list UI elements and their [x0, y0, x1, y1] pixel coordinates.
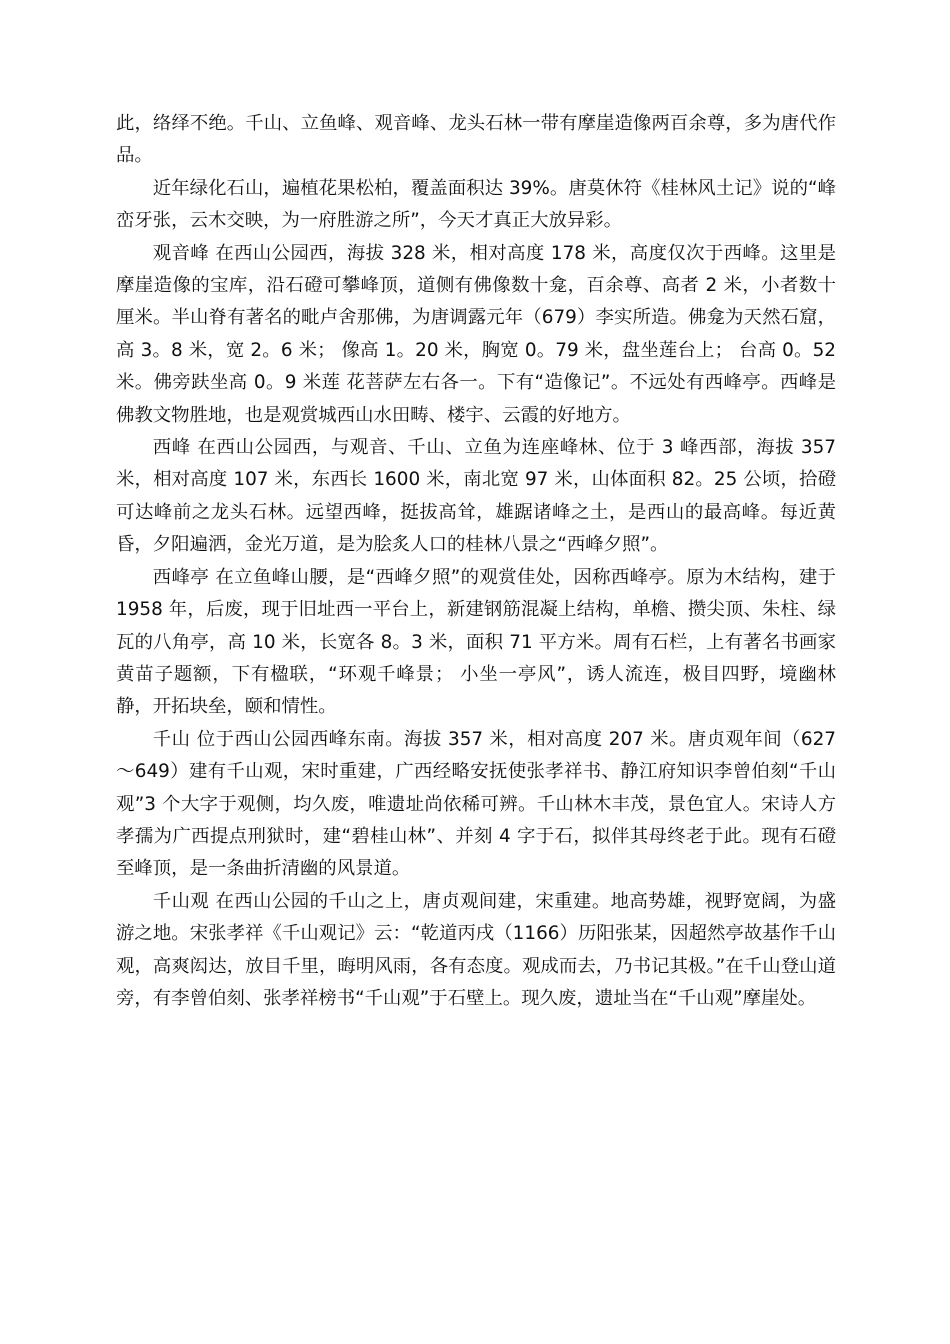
paragraph-qianshan-temple: 千山观 在西山公园的千山之上，唐贞观间建，宋重建。地高势雄，视野宽阔，为盛游之地。宋张孝祥《千山观记》云：“乾道丙戌（1166）历阳张某，因超然亭故基作千山观，高爽闳达，放目千里，晦明风雨，各有态度。观成而去，乃书记其极。”在千山登山道旁，有李曾伯刻、张孝祥榜书“千山观”于石壁上。现久废，遗址当在“千山观”摩崖处。	[116, 890, 836, 1009]
paragraph-qianshan: 千山 位于西山公园西峰东南。海拔 357 米，相对高度 207 米。唐贞观年间（627～649）建有千山观，宋时重建，广西经略安抚使张孝祥书、静江府知识李曾伯刻“千山观”3 个大字于观侧，均久废，唯遗址尚依稀可辨。千山林木丰茂，景色宜人。宋诗人方孝孺为广西提点刑狱时，建“碧桂山林”、并刻 4 字于石，拟伴其母终老于此。现有石磴至峰顶，是一条曲折清幽的风景道。	[116, 728, 836, 880]
paragraph-west-peak-pavilion: 西峰亭 在立鱼峰山腰，是“西峰夕照”的观赏佳处，因称西峰亭。原为木结构，建于 1958 年，后废，现于旧址西一平台上，新建钢筋混凝上结构，单檐、攒尖顶、朱柱、绿瓦的八角亭，高 10 米，长宽各 8。3 米，面积 71 平方米。周有石栏，上有著名书画家黄苗子题额，下有楹联，“环观千峰景； 小坐一亭风”，诱人流连，极目四野，境幽林静，开拓块垒，颐和情性。	[116, 566, 836, 718]
document-page	[116, 108, 836, 1015]
paragraph-greening: 近年绿化石山，遍植花果松柏，覆盖面积达 39%。唐莫休符《桂林风土记》说的“峰峦牙张，云木交映，为一府胜游之所”，今天才真正大放异彩。	[116, 177, 836, 232]
paragraph-west-peak: 西峰 在西山公园西，与观音、千山、立鱼为连座峰林、位于 3 峰西部，海拔 357 米，相对高度 107 米，东西长 1600 米，南北宽 97 米，山体面积 82。25 公顷，拾磴可达峰前之龙头石林。远望西峰，挺拔高耸，雄踞诸峰之土，是西山的最高峰。每近黄昏，夕阳遍洒，金光万道，是为脍炙人口的桂林八景之“西峰夕照”。	[116, 437, 836, 556]
paragraph-guanyin-peak: 观音峰 在西山公园西，海拔 328 米，相对高度 178 米，高度仅次于西峰。这里是摩崖造像的宝库，沿石磴可攀峰顶，道侧有佛像数十龛，百余尊、高者 2 米，小者数十厘米。半山脊有著名的毗卢舍那佛，为唐调露元年（679）李实所造。佛龛为天然石窟，高 3。8 米，宽 2。6 米； 像高 1。20 米，胸宽 0。79 米，盘坐莲台上； 台高 0。52 米。佛旁趺坐高 0。9 米莲 花菩萨左右各一。下有“造像记”。不远处有西峰亭。西峰是佛教文物胜地，也是观赏城西山水田畴、楼宇、云霞的好地方。	[116, 242, 836, 426]
paragraph-continuation: 此，络绎不绝。千山、立鱼峰、观音峰、龙头石林一带有摩崖造像两百余尊，多为唐代作品。	[116, 113, 836, 167]
